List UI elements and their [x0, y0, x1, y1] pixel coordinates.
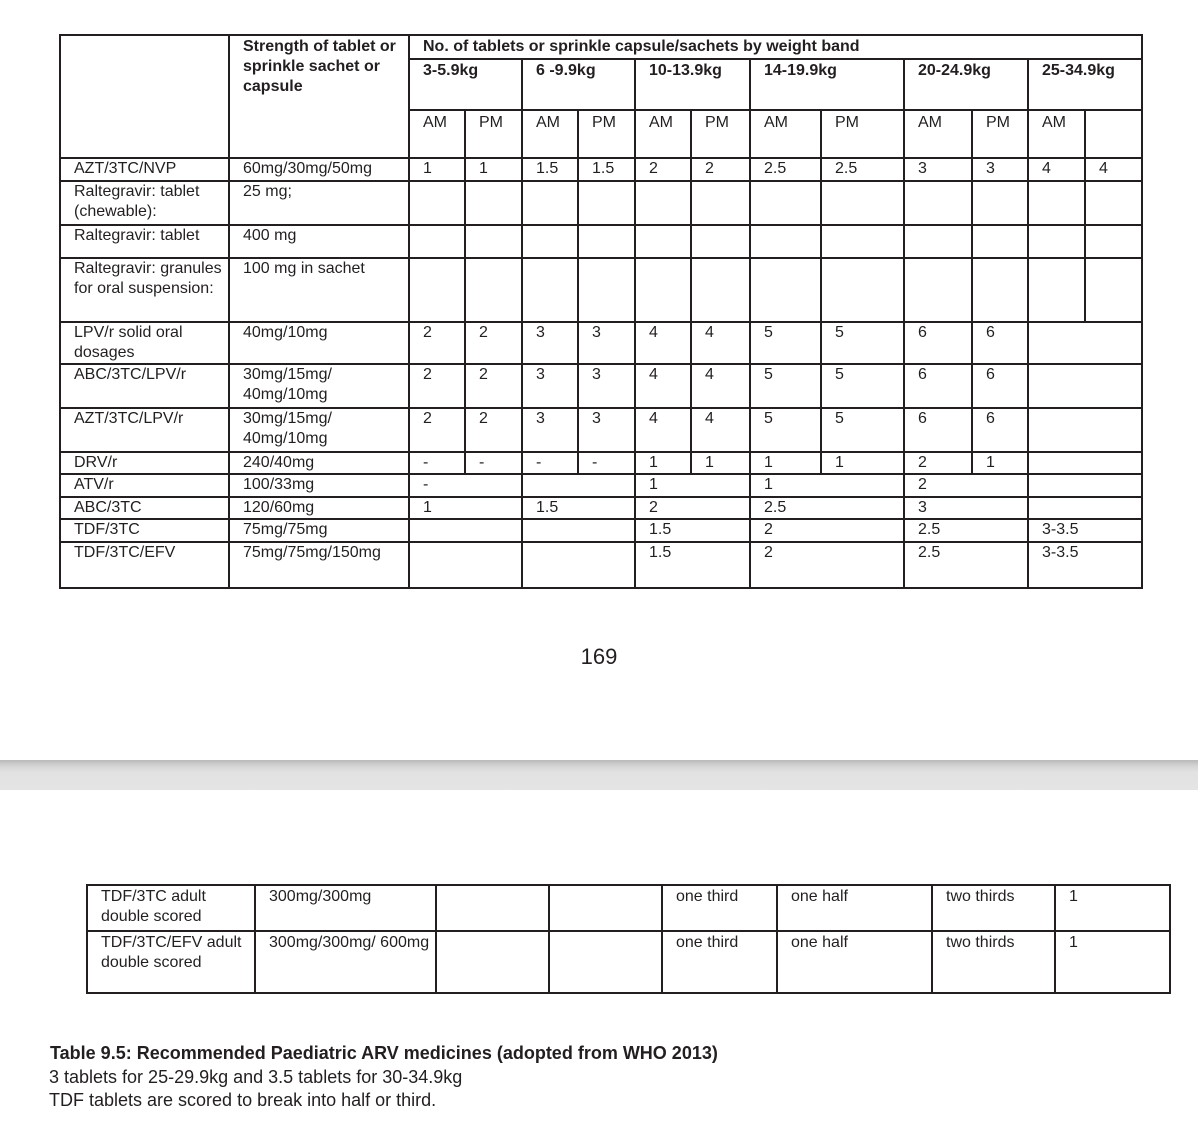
dose-cell: 1 — [465, 158, 522, 181]
dose-cell — [465, 258, 522, 322]
table-caption: Table 9.5: Recommended Paediatric ARV medicines (adopted from WHO 2013) — [50, 1043, 718, 1063]
dose-cell — [972, 225, 1028, 258]
dose-cell — [522, 258, 578, 322]
strength-cell: 75mg/75mg — [229, 519, 409, 542]
dose-cell: two thirds — [932, 931, 1055, 993]
dose-cell: 2.5 — [750, 158, 821, 181]
header-pm: PM — [972, 110, 1028, 158]
dose-cell: 2 — [904, 452, 972, 474]
dose-cell — [750, 258, 821, 322]
dose-cell — [1028, 225, 1085, 258]
dose-cell: 4 — [691, 322, 750, 364]
dose-cell — [436, 931, 549, 993]
dose-cell: 2 — [750, 519, 904, 542]
table-row — [87, 931, 1170, 993]
table-row — [60, 158, 1142, 181]
dose-cell: 6 — [904, 364, 972, 408]
dose-cell: 2 — [409, 364, 465, 408]
header-pm: PM — [465, 110, 522, 158]
strength-cell: 30mg/15mg/ 40mg/10mg — [229, 364, 409, 408]
paediatric-arv-dosing-table-continued — [86, 884, 1171, 994]
header-am: AM — [522, 110, 578, 158]
dose-cell — [409, 181, 465, 225]
dose-cell: 1 — [1055, 885, 1170, 931]
dose-cell — [1085, 225, 1142, 258]
header-pm-blank — [1085, 110, 1142, 158]
header-weight-band-group: No. of tablets or sprinkle capsule/sachets by weight band — [409, 35, 1142, 59]
dose-cell: 1 — [750, 474, 904, 497]
dose-cell — [1028, 322, 1142, 364]
dose-cell: 1 — [750, 452, 821, 474]
dose-cell: 3 — [578, 364, 635, 408]
dose-cell: - — [409, 474, 522, 497]
dose-cell: 6 — [972, 322, 1028, 364]
dose-cell — [750, 225, 821, 258]
dose-cell: 4 — [691, 364, 750, 408]
table-row — [60, 225, 1142, 258]
drug-name-cell: ABC/3TC/LPV/r — [60, 364, 229, 408]
table-row — [87, 885, 1170, 931]
dose-cell — [409, 225, 465, 258]
header-am: AM — [635, 110, 691, 158]
drug-name-cell: TDF/3TC adult double scored — [87, 885, 255, 931]
dose-cell: 6 — [972, 408, 1028, 452]
dose-cell — [465, 181, 522, 225]
dose-cell — [1028, 364, 1142, 408]
dose-cell: 2 — [635, 158, 691, 181]
table-row — [60, 542, 1142, 588]
table-row — [60, 452, 1142, 474]
dose-cell: 2 — [465, 322, 522, 364]
dose-cell: 4 — [691, 408, 750, 452]
dose-cell — [522, 181, 578, 225]
dose-cell — [821, 225, 904, 258]
drug-name-cell: Raltegravir: tablet (chewable): — [60, 181, 229, 225]
dose-cell — [1085, 258, 1142, 322]
strength-cell: 300mg/300mg/ 600mg — [255, 931, 436, 993]
dose-cell: 1.5 — [635, 519, 750, 542]
dose-cell: 2.5 — [821, 158, 904, 181]
dose-cell — [409, 519, 522, 542]
dose-cell: 6 — [904, 408, 972, 452]
drug-name-cell: LPV/r solid oral dosages — [60, 322, 229, 364]
table-row — [60, 408, 1142, 452]
drug-name-cell: ABC/3TC — [60, 497, 229, 519]
strength-cell: 100 mg in sachet — [229, 258, 409, 322]
dose-cell — [549, 885, 662, 931]
dose-cell: 5 — [821, 322, 904, 364]
dose-cell: 3 — [972, 158, 1028, 181]
dose-cell: - — [409, 452, 465, 474]
dose-cell — [972, 181, 1028, 225]
dose-cell: 1 — [635, 452, 691, 474]
dose-cell: 3-3.5 — [1028, 519, 1142, 542]
dose-cell: 3 — [904, 497, 1028, 519]
dose-cell: 1 — [1055, 931, 1170, 993]
dose-cell: 5 — [750, 322, 821, 364]
strength-cell: 300mg/300mg — [255, 885, 436, 931]
header-band: 25-34.9kg — [1028, 59, 1142, 110]
dose-cell: 1 — [409, 497, 522, 519]
drug-name-cell: Raltegravir: tablet — [60, 225, 229, 258]
dose-cell — [522, 519, 635, 542]
dose-cell: 3 — [522, 364, 578, 408]
dose-cell: 2 — [409, 322, 465, 364]
strength-cell: 240/40mg — [229, 452, 409, 474]
dose-cell: 1 — [972, 452, 1028, 474]
table-footnote: 3 tablets for 25-29.9kg and 3.5 tablets for 30-34.9kg — [49, 1067, 463, 1087]
dose-cell: - — [465, 452, 522, 474]
dose-cell — [691, 181, 750, 225]
dose-cell: two thirds — [932, 885, 1055, 931]
dose-cell: 1.5 — [635, 542, 750, 588]
header-pm: PM — [691, 110, 750, 158]
drug-name-cell: Raltegravir: granules for oral suspension: — [60, 258, 229, 322]
header-strength: Strength of tablet or sprinkle sachet or capsule — [229, 35, 409, 158]
dose-cell — [578, 181, 635, 225]
drug-name-cell: AZT/3TC/NVP — [60, 158, 229, 181]
dose-cell: - — [522, 452, 578, 474]
dose-cell: 3 — [522, 408, 578, 452]
dose-cell: 4 — [1028, 158, 1085, 181]
header-drug-blank — [60, 35, 229, 158]
table-body — [60, 158, 1142, 588]
dose-cell — [578, 258, 635, 322]
dose-cell: 6 — [904, 322, 972, 364]
strength-cell: 30mg/15mg/ 40mg/10mg — [229, 408, 409, 452]
dose-cell — [1028, 452, 1142, 474]
dose-cell: - — [578, 452, 635, 474]
dose-cell — [691, 258, 750, 322]
dose-cell: 6 — [972, 364, 1028, 408]
table-row — [60, 258, 1142, 322]
header-am: AM — [409, 110, 465, 158]
strength-cell: 100/33mg — [229, 474, 409, 497]
dose-cell: 2 — [750, 542, 904, 588]
dose-cell: 2 — [635, 497, 750, 519]
dose-cell — [972, 258, 1028, 322]
table-row — [60, 322, 1142, 364]
drug-name-cell: TDF/3TC — [60, 519, 229, 542]
dose-cell: one third — [662, 885, 777, 931]
dose-cell: 4 — [635, 408, 691, 452]
page-number: 169 — [580, 644, 618, 669]
dose-cell: one third — [662, 931, 777, 993]
dose-cell: 5 — [821, 364, 904, 408]
dose-cell — [904, 225, 972, 258]
header-band: 3-5.9kg — [409, 59, 522, 110]
dose-cell — [436, 885, 549, 931]
dose-cell: 5 — [750, 364, 821, 408]
dose-cell: 4 — [635, 322, 691, 364]
dose-cell — [821, 181, 904, 225]
dose-cell — [1028, 474, 1142, 497]
dose-cell: 5 — [750, 408, 821, 452]
table-row — [60, 474, 1142, 497]
header-band: 14-19.9kg — [750, 59, 904, 110]
dose-cell: 4 — [1085, 158, 1142, 181]
table-row — [60, 519, 1142, 542]
dose-cell — [522, 542, 635, 588]
dose-cell — [821, 258, 904, 322]
strength-cell: 60mg/30mg/50mg — [229, 158, 409, 181]
dose-cell — [522, 225, 578, 258]
header-band: 10-13.9kg — [635, 59, 750, 110]
strength-cell: 40mg/10mg — [229, 322, 409, 364]
header-pm: PM — [821, 110, 904, 158]
dose-cell: 3 — [522, 322, 578, 364]
strength-cell: 25 mg; — [229, 181, 409, 225]
strength-cell: 120/60mg — [229, 497, 409, 519]
header-am: AM — [750, 110, 821, 158]
dose-cell — [1028, 497, 1142, 519]
dose-cell — [1028, 181, 1085, 225]
table-body — [87, 885, 1170, 993]
dose-cell: 1 — [691, 452, 750, 474]
header-am: AM — [1028, 110, 1085, 158]
dose-cell: 1 — [409, 158, 465, 181]
dose-cell: 3-3.5 — [1028, 542, 1142, 588]
table-row — [60, 497, 1142, 519]
dose-cell: 1.5 — [522, 158, 578, 181]
paediatric-arv-dosing-table — [59, 34, 1143, 589]
dose-cell — [1028, 408, 1142, 452]
dose-cell — [549, 931, 662, 993]
dose-cell — [409, 542, 522, 588]
drug-name-cell: TDF/3TC/EFV adult double scored — [87, 931, 255, 993]
dose-cell — [635, 181, 691, 225]
table-row — [60, 181, 1142, 225]
dose-cell: one half — [777, 885, 932, 931]
dose-cell: 2 — [409, 408, 465, 452]
dose-cell: 2 — [465, 364, 522, 408]
dose-cell: 2 — [691, 158, 750, 181]
dose-cell — [691, 225, 750, 258]
dose-cell: 5 — [821, 408, 904, 452]
header-am: AM — [904, 110, 972, 158]
dose-cell — [409, 258, 465, 322]
dose-cell — [522, 474, 635, 497]
dose-cell: 1 — [635, 474, 750, 497]
dose-cell: 1 — [821, 452, 904, 474]
dose-cell: 4 — [635, 364, 691, 408]
dose-cell: 1.5 — [578, 158, 635, 181]
dose-cell: one half — [777, 931, 932, 993]
drug-name-cell: ATV/r — [60, 474, 229, 497]
header-band: 6 -9.9kg — [522, 59, 635, 110]
dose-cell: 1.5 — [522, 497, 635, 519]
header-band: 20-24.9kg — [904, 59, 1028, 110]
dose-cell — [635, 258, 691, 322]
strength-cell: 400 mg — [229, 225, 409, 258]
dose-cell — [635, 225, 691, 258]
dose-cell: 3 — [578, 408, 635, 452]
dose-cell — [1028, 258, 1085, 322]
dose-cell — [750, 181, 821, 225]
dose-cell: 2.5 — [904, 542, 1028, 588]
dose-cell — [904, 258, 972, 322]
dose-cell: 2 — [904, 474, 1028, 497]
dose-cell: 3 — [904, 158, 972, 181]
table-footnote: TDF tablets are scored to break into half or third. — [49, 1090, 437, 1110]
table-row — [60, 364, 1142, 408]
drug-name-cell: AZT/3TC/LPV/r — [60, 408, 229, 452]
header-row-group — [60, 35, 1142, 59]
dose-cell: 2.5 — [750, 497, 904, 519]
dose-cell: 2 — [465, 408, 522, 452]
strength-cell: 75mg/75mg/150mg — [229, 542, 409, 588]
dose-cell — [1085, 181, 1142, 225]
dose-cell: 2.5 — [904, 519, 1028, 542]
dose-cell — [578, 225, 635, 258]
dose-cell — [904, 181, 972, 225]
page-separator — [0, 760, 1198, 790]
header-pm: PM — [578, 110, 635, 158]
dose-cell: 3 — [578, 322, 635, 364]
dose-cell — [465, 225, 522, 258]
drug-name-cell: TDF/3TC/EFV — [60, 542, 229, 588]
drug-name-cell: DRV/r — [60, 452, 229, 474]
